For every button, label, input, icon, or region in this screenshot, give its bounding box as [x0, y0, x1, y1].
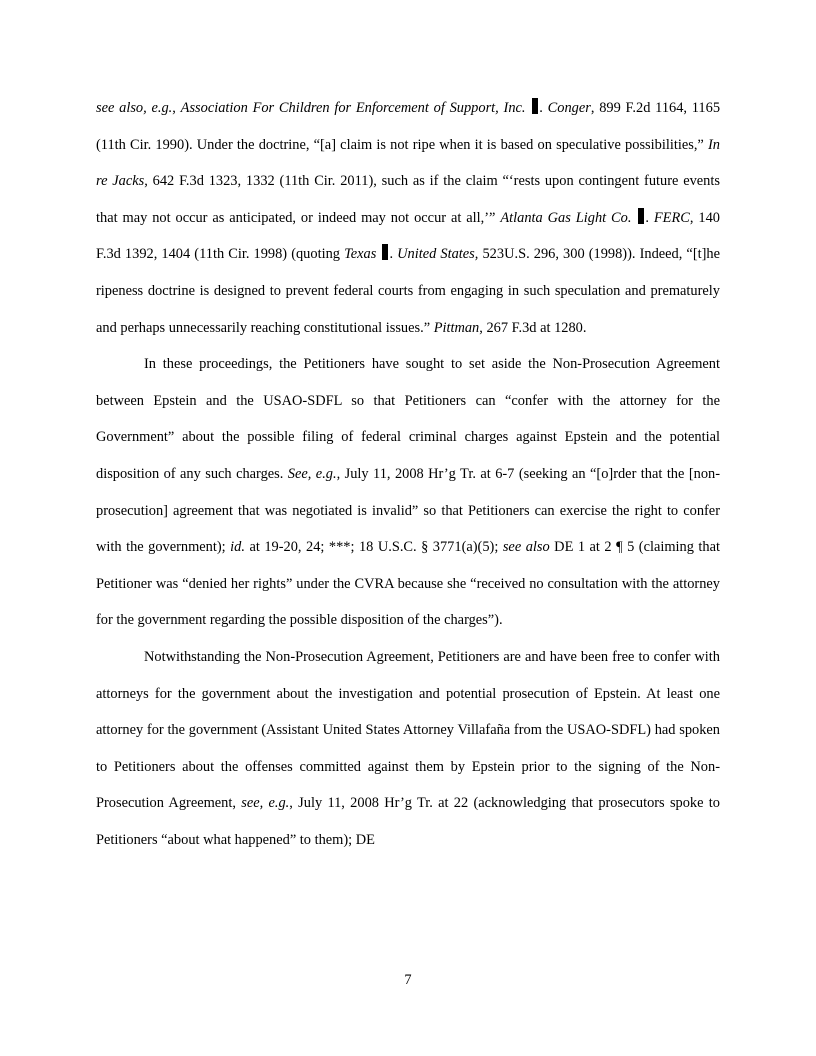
body-text: , July 11, 2008 Hr’g Tr. at 6-7 (seeking an “[o]rder that the [non-prosecution] agreement that was negotiated is invalid” so that Petitioners can exercise the right to confer with the government);	[96, 465, 721, 556]
document-body	[96, 90, 720, 858]
redaction-mark	[532, 98, 538, 114]
body-text: , July 11, 2008 Hr’g Tr. at 22 (acknowledging that prosecutors spoke to Petitioners “about what happened” to them); DE	[96, 795, 720, 848]
redaction-mark	[638, 208, 644, 224]
body-text: , 899 F.2d 1164, 1165 (11th Cir. 1990). Under the doctrine, “[a] claim is not ripe when it is based on speculative possibilities,”	[96, 100, 721, 153]
italic-citation-text: id.	[230, 539, 245, 556]
italic-citation-text: Pittman	[433, 319, 480, 336]
body-text: DE 1 at 2 ¶ 5 (claiming that Petitioner was “denied her rights” under the CVRA because she “received no consultation with the attorney for the government regarding the possible disposition of the charges”).	[96, 539, 721, 629]
italic-citation-text: In re Jacks	[96, 136, 720, 190]
body-text: , 267 F.3d at 1280.	[479, 319, 587, 336]
italic-citation-text: see also, e.g.	[96, 100, 173, 116]
body-text: In these proceedings, the Petitioners have sought to set aside the Non-Prosecution Agreement between Epstein and the USAO-SDFL so that Petitioners can “confer with the attorney for the Government” about the possible filing of federal criminal charges against Epstein and the potential disposition of any such charges.	[96, 356, 720, 482]
italic-citation-text: Atlanta Gas Light Co.	[500, 209, 632, 226]
italic-citation-text: Texas	[344, 246, 377, 263]
italic-citation-text: Conger	[547, 100, 591, 116]
paragraph-confer-with-attorneys	[96, 639, 720, 859]
page-number: 7	[404, 972, 412, 988]
body-text	[376, 246, 380, 262]
redaction-mark	[382, 244, 388, 260]
body-text	[631, 210, 636, 226]
body-text: at 19-20, 24; ***; 18 U.S.C. § 3771(a)(5);	[244, 539, 503, 556]
italic-citation-text: FERC	[653, 209, 690, 226]
body-text: .	[389, 246, 398, 263]
body-text: , 140 F.3d 1392, 1404 (11th Cir. 1998) (quoting	[96, 209, 720, 263]
body-text: .	[539, 100, 548, 116]
body-text: .	[645, 209, 654, 226]
italic-citation-text: see, e.g.	[241, 795, 290, 812]
italic-citation-text: See, e.g.	[287, 465, 337, 482]
body-text: 523U.S. 296, 300 (1998)). Indeed, “[t]he ripeness doctrine is designed to prevent federal courts from engaging in such speculation and prematurely and perhaps unnecessarily reaching constitutional issues.”	[96, 246, 720, 336]
paragraph-petitioners-proceedings	[96, 346, 720, 639]
body-text	[526, 100, 531, 116]
italic-citation-text: Association For Children for Enforcement of Support, Inc.	[180, 100, 526, 116]
italic-citation-text: United States,	[397, 246, 479, 263]
body-text: ,	[172, 100, 181, 116]
body-text: , 642 F.3d 1323, 1332 (11th Cir. 2011), such as if the claim “‘rests upon contingent future events that may not occur as anticipated, or indeed may not occur at all,’”	[96, 173, 720, 226]
paragraph-ripeness-doctrine	[96, 90, 720, 346]
body-text: Notwithstanding the Non-Prosecution Agreement, Petitioners are and have been free to confer with attorneys for the government about the investigation and potential prosecution of Epstein. At least one attorney for the government (Assistant United States Attorney Villafaña from the USAO-SDFL) had spoken to Petitioners about the offenses committed against them by Epstein prior to the signing of the Non-Prosecution Agreement,	[96, 648, 720, 812]
italic-citation-text: see also	[502, 539, 550, 556]
